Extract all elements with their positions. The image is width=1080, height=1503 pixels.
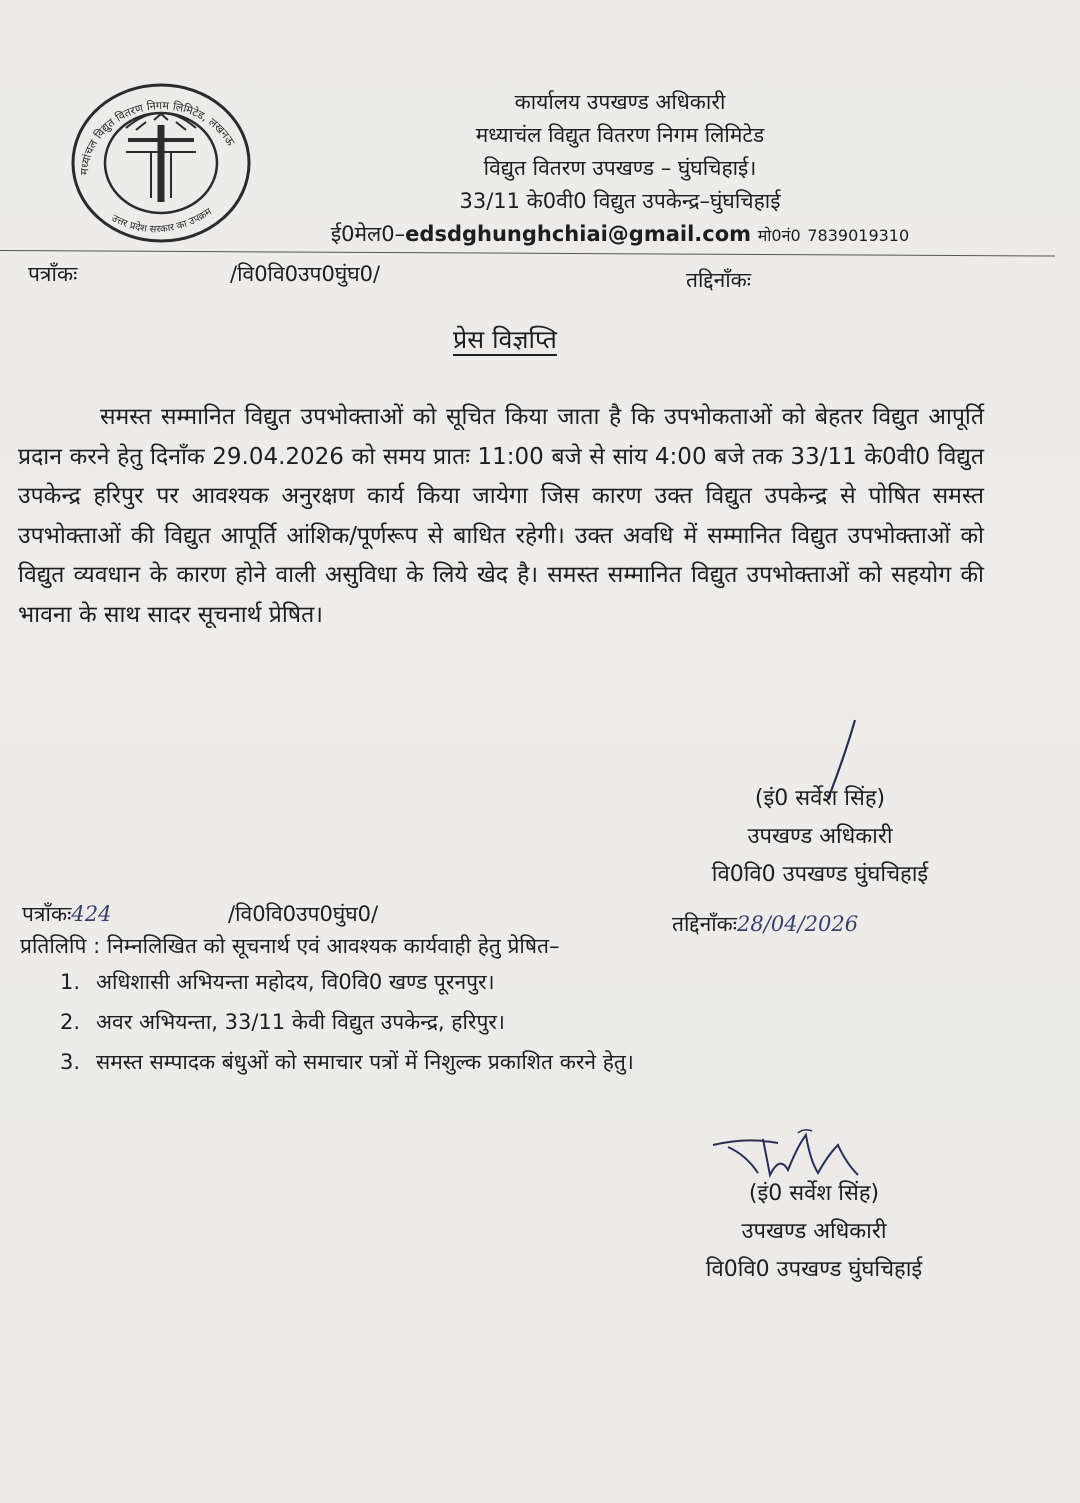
ref-number-handwritten: 424	[71, 902, 112, 926]
signatory-designation-2: उपखण्ड अधिकारी	[741, 1219, 887, 1244]
date-label-top: तद्दिनाँकः	[686, 268, 752, 292]
date-label-bottom: तद्दिनाँकः	[672, 912, 738, 936]
division-name: विद्युत वितरण उपखण्ड – घुंघचिहाई।	[483, 156, 757, 180]
ref-label-bottom: पत्राँकः424	[22, 902, 112, 926]
list-item: 1. अधिशासी अभियन्ता महोदय, वि0वि0 खण्ड पूरनपुर।	[60, 970, 495, 994]
copy-to-intro: प्रतिलिपि : निम्नलिखित को सूचनार्थ एवं आवश्यक कार्यवाही हेतु प्रेषित–	[20, 934, 560, 958]
email-label: ई0मेल0–	[330, 222, 406, 246]
svg-text:उत्तर प्रदेश सरकार का उपक्रम	[110, 206, 215, 235]
office-title: कार्यालय उपखण्ड अधिकारी	[514, 90, 726, 114]
mobile-label: मो0नं0	[757, 226, 801, 245]
ref-code-bottom: /वि0वि0उप0घुंघ0/	[228, 902, 379, 926]
list-item: 3. समस्त सम्पादक बंधुओं को समाचार पत्रों में निशुल्क प्रकाशित करने हेतु।	[60, 1050, 634, 1074]
notice-body: समस्त सम्मानित विद्युत उपभोक्ताओं को सूचित किया जाता है कि उपभोकताओं को बेहतर विद्युत आपूर्ति प्रदान करने हेतु दिनाँक 29.04.2026 को समय प्रातः 11:00 बजे से सांय 4:00 बजे तक 33/11 के0वी0 विद्युत उपकेन्द्र हरिपुर पर आवश्यक अनुरक्षण कार्य किया जायेगा जिस कारण उक्त विद्युत उपकेन्द्र से पोषित समस्त उपभोक्ताओं की विद्युत आपूर्ति आंशिक/पूर्णरूप से बाधित रहेगी। उक्त अवधि में सम्मानित विद्युत उपभोक्ताओं को विद्युत व्यवधान के कारण होने वाली असुविधा के लिये खेद है। समस्त सम्मानित विद्युत उपभोक्ताओं को सहयोग की भावना के साथ सादर सूचनार्थ प्रेषित।	[18, 404, 984, 628]
date-handwritten: 28/04/2026	[737, 912, 859, 936]
ref-label-top: पत्राँकः	[28, 262, 78, 286]
company-name: मध्याचंल विद्युत वितरण निगम लिमिटेड	[475, 123, 765, 147]
signatory-name-1: (इं0 सर्वेश सिंह)	[754, 786, 886, 811]
list-item: 2. अवर अभियन्ता, 33/11 केवी विद्युत उपकेन्द्र, हरिपुर।	[60, 1010, 505, 1034]
seal-bottom-text: उत्तर प्रदेश सरकार का उपक्रम	[109, 206, 214, 236]
company-seal-logo	[66, 80, 256, 246]
copy-to-list	[60, 962, 634, 1082]
contact-line	[300, 218, 940, 252]
signature-block-1	[690, 780, 950, 894]
signature-block-2	[684, 1175, 944, 1289]
signatory-office-1: वि0वि0 उपखण्ड घुंघचिहाई	[711, 862, 929, 887]
seal-ring-text: मध्यांचल विद्युत वितरण निगम लिमिटेड, लखनऊ	[77, 99, 238, 176]
date-row-bottom	[672, 910, 858, 938]
signatory-name-2: (इं0 सर्वेश सिंह)	[748, 1181, 880, 1206]
email-address[interactable]: edsdghunghchiai@gmail.com	[405, 222, 752, 246]
mobile-number: 7839019310	[807, 226, 910, 245]
signatory-designation-1: उपखण्ड अधिकारी	[747, 824, 893, 849]
letterhead	[300, 86, 940, 252]
signatory-office-2: वि0वि0 उपखण्ड घुंघचिहाई	[705, 1257, 923, 1282]
ref-code-top: /वि0वि0उप0घुंघ0/	[230, 262, 381, 286]
page-title: प्रेस विज्ञप्ति	[453, 325, 557, 354]
substation-name: 33/11 के0वी0 विद्युत उपकेन्द्र–घुंघचिहाई	[459, 189, 781, 213]
